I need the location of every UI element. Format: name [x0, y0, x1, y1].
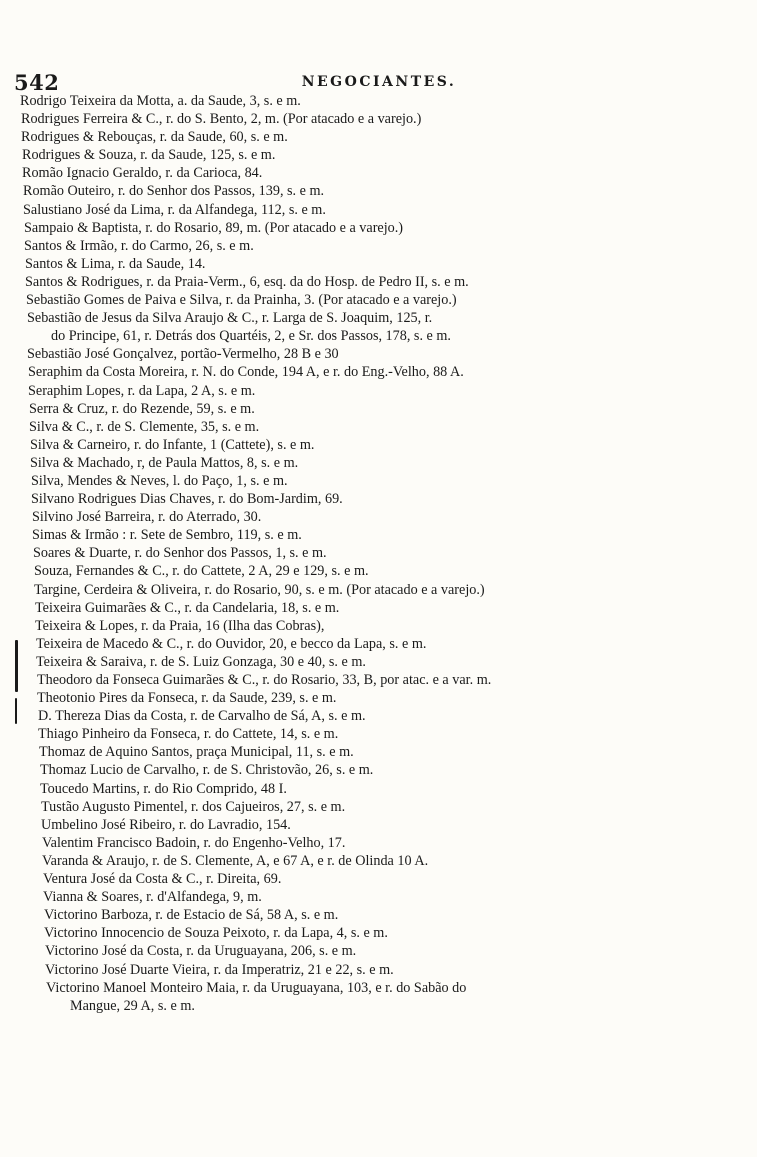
directory-entry [20, 834, 745, 852]
entry-text: Rodrigo Teixeira da Motta, a. da Saude, 3, s. e m. [20, 93, 301, 109]
entry-text: Victorino Manoel Monteiro Maia, r. da Uruguayana, 103, e r. do Sabão do [46, 979, 467, 996]
entry-text: Silva & C., r. de S. Clemente, 35, s. e m. [29, 418, 260, 435]
entry-text: Vianna & Soares, r. d'Alfandega, 9, m. [43, 889, 262, 906]
entry-text: Thomaz de Aquino Santos, praça Municipal, 11, s. e m. [39, 744, 354, 761]
margin-mark [15, 698, 17, 724]
entry-text: Seraphim Lopes, r. da Lapa, 2 A, s. e m. [28, 382, 256, 399]
entry-text: Teixeira & Saraiva, r. de S. Luiz Gonzaga, 30 e 40, s. e m. [36, 653, 366, 670]
entry-text: Rodrigues & Souza, r. da Saude, 125, s. e m. [22, 147, 276, 164]
page-number: 542 [14, 70, 60, 95]
directory-entry [20, 309, 745, 345]
directory-entry [20, 255, 745, 273]
directory-entry [20, 110, 745, 128]
directory-entry [20, 201, 745, 219]
entry-text: Serra & Cruz, r. do Rezende, 59, s. e m. [29, 400, 255, 417]
entry-continuation: do Principe, 61, r. Detrás dos Quartéis, 2, e Sr. dos Passos, 178, s. e m. [51, 328, 451, 345]
directory-entry [20, 888, 745, 906]
directory-entry [20, 237, 745, 255]
directory-entry [20, 363, 745, 381]
directory-entry [20, 961, 745, 979]
entry-text: Silva & Carneiro, r. do Infante, 1 (Cattete), s. e m. [30, 436, 315, 453]
entry-text: Theodoro da Fonseca Guimarães & C., r. do Rosario, 33, B, por atac. e a var. m. [37, 672, 492, 688]
entry-text: Sebastião de Jesus da Silva Araujo & C., r. Larga de S. Joaquim, 125, r. [27, 310, 433, 327]
directory-entry [20, 544, 745, 562]
directory-entry [20, 635, 745, 653]
entry-continuation: Mangue, 29 A, s. e m. [70, 997, 195, 1014]
entry-text: Santos & Rodrigues, r. da Praia-Verm., 6, esq. da do Hosp. de Pedro II, s. e m. [25, 273, 469, 290]
directory-entry [20, 924, 745, 942]
entry-text: Simas & Irmão : r. Sete de Sembro, 119, s. e m. [32, 527, 302, 544]
entry-text: Theotonio Pires da Fonseca, r. da Saude, 239, s. e m. [37, 690, 337, 707]
directory-entry [20, 418, 745, 436]
directory-entry [20, 291, 745, 309]
directory-entry [20, 345, 745, 363]
directory-entry [20, 400, 745, 418]
entry-text: Tustão Augusto Pimentel, r. dos Cajueiros, 27, s. e m. [41, 798, 346, 815]
directory-entry [20, 273, 745, 291]
entry-text: Romão Ignacio Geraldo, r. da Carioca, 84. [22, 165, 263, 182]
directory-entry [20, 761, 745, 779]
entry-text: Teixeira de Macedo & C., r. do Ouvidor, 20, e becco da Lapa, s. e m. [36, 635, 427, 652]
entry-text: Romão Outeiro, r. do Senhor dos Passos, 139, s. e m. [23, 183, 325, 200]
entry-text: Victorino José Duarte Vieira, r. da Imperatriz, 21 e 22, s. e m. [45, 961, 394, 978]
entry-text: Souza, Fernandes & C., r. do Cattete, 2 A, 29 e 129, s. e m. [34, 563, 369, 580]
entry-text: Salustiano José da Lima, r. da Alfandega, 112, s. e m. [23, 201, 326, 218]
directory-entry [20, 816, 745, 834]
directory-entry [20, 852, 745, 870]
entry-text: Santos & Irmão, r. do Carmo, 26, s. e m. [24, 237, 254, 254]
directory-entry [20, 562, 745, 580]
directory-entry [20, 689, 745, 707]
directory-entry [20, 942, 745, 960]
entry-text: Toucedo Martins, r. do Rio Comprido, 48 I. [40, 780, 287, 797]
entry-text: Rodrigues Ferreira & C., r. do S. Bento, 2, m. (Por atacado e a varejo.) [21, 111, 422, 128]
directory-entry [20, 653, 745, 671]
directory-entry [20, 526, 745, 544]
directory-entry [20, 472, 745, 490]
directory-entry [20, 617, 745, 635]
entry-text: Silvano Rodrigues Dias Chaves, r. do Bom-Jardim, 69. [31, 491, 343, 508]
directory-entry [20, 454, 745, 472]
entry-text: Varanda & Araujo, r. de S. Clemente, A, e 67 A, e r. de Olinda 10 A. [42, 852, 429, 869]
directory-entry [20, 182, 745, 200]
directory-entry [20, 219, 745, 237]
directory-entry [20, 707, 745, 725]
entry-text: D. Thereza Dias da Costa, r. de Carvalho de Sá, A, s. e m. [38, 708, 366, 725]
entry-text: Ventura José da Costa & C., r. Direita, 69. [43, 871, 282, 888]
entry-text: Thiago Pinheiro da Fonseca, r. do Cattete, 14, s. e m. [38, 726, 339, 743]
directory-entry [20, 725, 745, 743]
directory-entry [20, 490, 745, 508]
entry-text: Thomaz Lucio de Carvalho, r. de S. Christovão, 26, s. e m. [40, 762, 374, 779]
directory-entry [20, 508, 745, 526]
directory-entry [20, 798, 745, 816]
section-title: NEGOCIANTES. [301, 74, 457, 90]
directory-entry [20, 128, 745, 146]
directory-entry [20, 743, 745, 761]
entry-text: Santos & Lima, r. da Saude, 14. [25, 255, 206, 272]
entry-text: Seraphim da Costa Moreira, r. N. do Conde, 194 A, e r. do Eng.-Velho, 88 A. [28, 364, 464, 381]
directory-entry [20, 436, 745, 454]
entry-text: Sampaio & Baptista, r. do Rosario, 89, m. (Por atacado e a varejo.) [24, 219, 404, 236]
directory-entry [20, 382, 745, 400]
margin-mark [15, 640, 18, 692]
directory-entry [20, 164, 745, 182]
directory-entry [20, 146, 745, 164]
entry-text: Soares & Duarte, r. do Senhor dos Passos, 1, s. e m. [33, 545, 327, 562]
entry-text: Teixeira & Lopes, r. da Praia, 16 (Ilha das Cobras), [35, 617, 325, 634]
entry-text: Victorino Barboza, r. de Estacio de Sá, 58 A, s. e m. [44, 907, 339, 924]
entry-text: Targine, Cerdeira & Oliveira, r. do Rosario, 90, s. e m. (Por atacado e a varejo.) [34, 581, 485, 598]
entry-text: Silva, Mendes & Neves, l. do Paço, 1, s. e m. [31, 472, 288, 489]
entry-text: Umbelino José Ribeiro, r. do Lavradio, 154. [41, 816, 291, 833]
entry-text: Victorino José da Costa, r. da Uruguayana, 206, s. e m. [45, 943, 357, 960]
entry-text: Silva & Machado, r, de Paula Mattos, 8, s. e m. [30, 454, 299, 471]
page-header [14, 70, 744, 94]
directory-entry [20, 581, 745, 599]
entry-text: Sebastião Gomes de Paiva e Silva, r. da Prainha, 3. (Por atacado e a varejo.) [26, 292, 457, 309]
directory-entry [20, 870, 745, 888]
entry-text: Silvino José Barreira, r. do Aterrado, 30. [32, 509, 262, 526]
entry-text: Rodrigues & Rebouças, r. da Saude, 60, s. e m. [21, 129, 288, 146]
directory-entry [20, 979, 745, 1015]
directory-entry [20, 671, 745, 689]
entry-text: Sebastião José Gonçalvez, portão-Vermelho, 28 B e 30 [27, 346, 339, 363]
entry-list [20, 92, 745, 1015]
directory-entry [20, 599, 745, 617]
directory-entry [20, 780, 745, 798]
entry-text: Teixeira Guimarães & C., r. da Candelaria, 18, s. e m. [35, 599, 340, 616]
entry-text: Valentim Francisco Badoin, r. do Engenho-Velho, 17. [42, 834, 346, 851]
directory-entry [20, 906, 745, 924]
directory-entry [20, 92, 745, 110]
entry-text: Victorino Innocencio de Souza Peixoto, r. da Lapa, 4, s. e m. [44, 925, 388, 942]
